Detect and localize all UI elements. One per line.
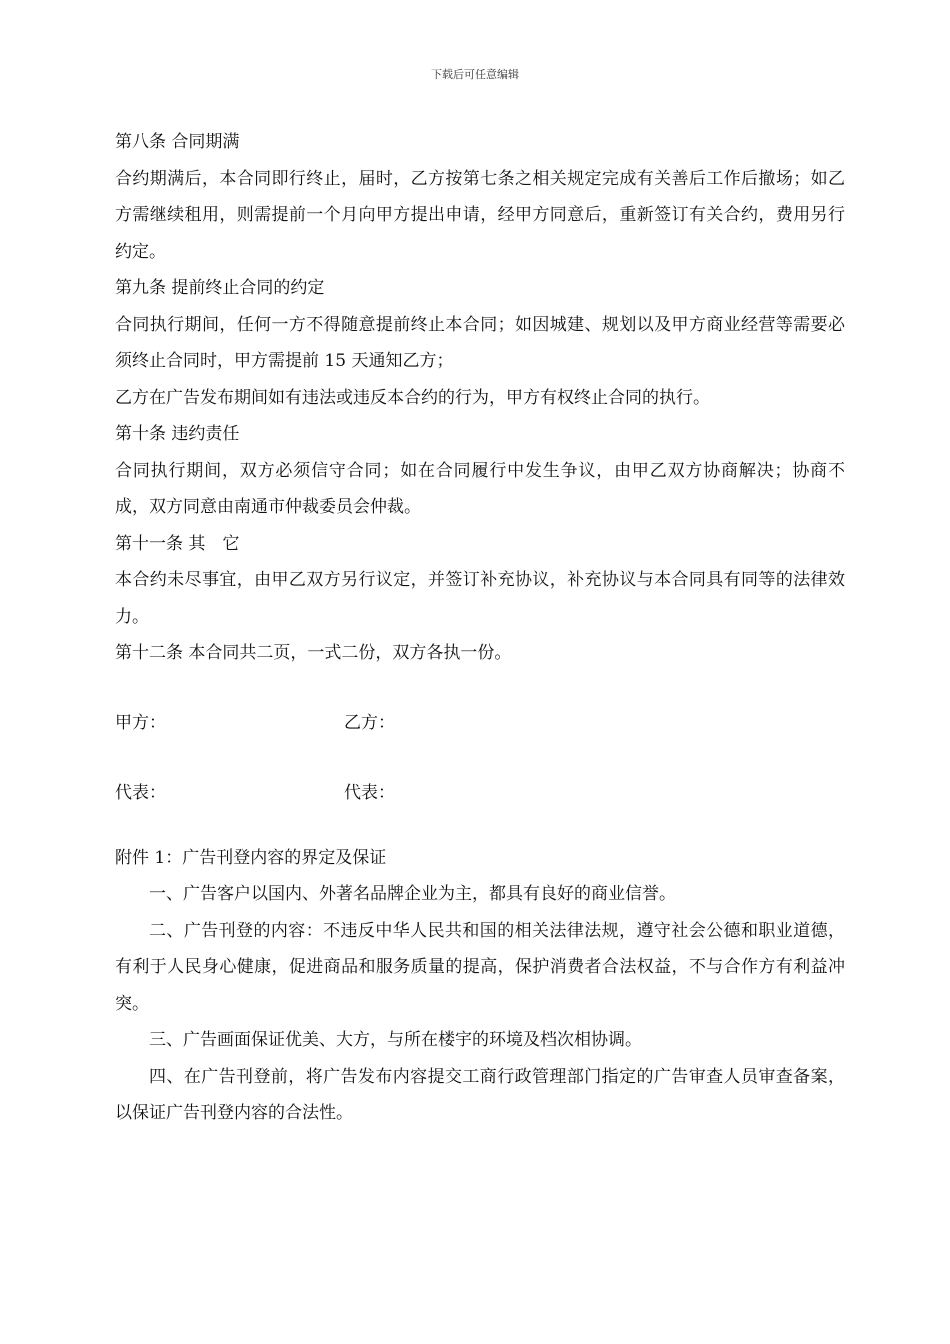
spacer xyxy=(115,741,845,775)
section-paragraph: 合同执行期间，任何一方不得随意提前终止本合同；如因城建、规划以及甲方商业经营等需要必须终止合同时，甲方需提前 15 天通知乙方； xyxy=(115,314,845,371)
spacer xyxy=(115,672,845,705)
appendix-item: 四、在广告刊登前，将广告发布内容提交工商行政管理部门指定的广告审查人员审查备案，以保证广告刊登内容的合法性。 xyxy=(115,1066,845,1123)
party-a-label: 甲方： xyxy=(115,712,166,733)
section-heading: 第十二条 本合同共二页，一式二份，双方各执一份。 xyxy=(115,643,512,663)
party-b-label: 乙方： xyxy=(344,712,395,733)
section-heading: 第十一条 其 它 xyxy=(115,533,240,554)
section-heading: 第九条 提前终止合同的约定 xyxy=(115,278,325,298)
document-body xyxy=(115,124,845,1132)
appendix-title: 附件 1：广告刊登内容的界定及保证 xyxy=(115,847,387,868)
spacer xyxy=(115,812,845,840)
appendix-item: 一、广告客户以国内、外著名品牌企业为主，都具有良好的商业信誉。 xyxy=(149,884,676,904)
section-heading: 第八条 合同期满 xyxy=(115,132,240,152)
rep-a-label: 代表： xyxy=(115,783,166,803)
section-paragraph: 本合约未尽事宜，由甲乙双方另行议定，并签订补充协议，补充协议与本合同具有同等的法律效力。 xyxy=(115,570,845,627)
page-header: 下载后可任意编辑 xyxy=(431,68,519,81)
signature-row-party xyxy=(115,705,845,742)
section-paragraph: 合约期满后，本合同即行终止，届时，乙方按第七条之相关规定完成有关善后工作后撤场；如乙方需继续租用，则需提前一个月向甲方提出申请，经甲方同意后，重新签订有关合约，费用另行约定。 xyxy=(115,168,845,262)
section-paragraph: 乙方在广告发布期间如有违法或违反本合约的行为，甲方有权终止合同的执行。 xyxy=(115,387,710,408)
rep-b-label: 代表： xyxy=(344,783,395,803)
appendix-item: 三、广告画面保证优美、大方，与所在楼宇的环境及档次相协调。 xyxy=(149,1030,642,1050)
appendix-item: 二、广告刊登的内容：不违反中华人民共和国的相关法律法规，遵守社会公德和职业道德，有利于人民身心健康，促进商品和服务质量的提高，保护消费者合法权益，不与合作方有利益冲突。 xyxy=(115,920,845,1014)
section-paragraph: 合同执行期间，双方必须信守合同；如在合同履行中发生争议，由甲乙双方协商解决；协商不成，双方同意由南通市仲裁委员会仲裁。 xyxy=(115,460,845,517)
signature-row-representative xyxy=(115,775,845,812)
section-heading: 第十条 违约责任 xyxy=(115,424,240,444)
